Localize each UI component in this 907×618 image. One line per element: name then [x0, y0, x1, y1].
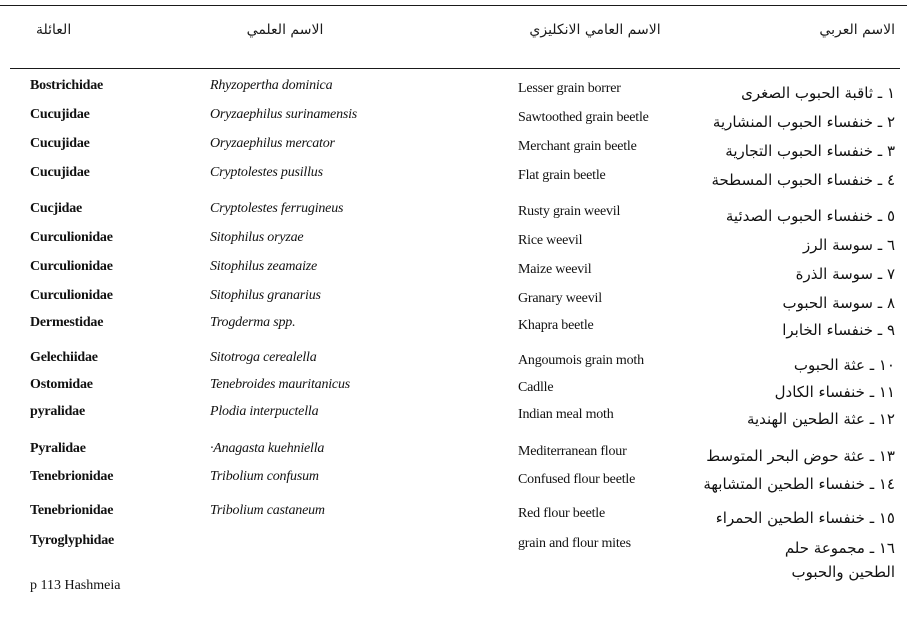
table-row	[0, 201, 907, 223]
family-cell: Gelechiidae	[30, 350, 98, 365]
scientific-name-cell: Rhyzopertha dominica	[210, 78, 333, 93]
family-cell: Tenebrionidae	[30, 503, 114, 518]
table-row	[0, 259, 907, 281]
english-name-cell: Red flour beetle	[518, 506, 605, 521]
scientific-name-cell: Plodia interpuctella	[210, 404, 319, 419]
family-cell: pyralidae	[30, 404, 85, 419]
family-cell: Dermestidae	[30, 315, 104, 330]
table-row	[0, 377, 907, 399]
arabic-name-cell: ١٣ ـ عثة حوض البحر المتوسط	[706, 447, 895, 465]
english-name-cell: Khapra beetle	[518, 318, 594, 333]
family-cell: Cucujidae	[30, 136, 90, 151]
scientific-name-cell: Tenebroides mauritanicus	[210, 377, 350, 392]
family-cell: Tenebrionidae	[30, 469, 114, 484]
arabic-name-cell: ١١ ـ خنفساء الكادل	[774, 383, 895, 401]
arabic-name-cell: ٧ ـ سوسة الذرة	[795, 265, 895, 283]
arabic-name-cell: ٨ ـ سوسة الحبوب	[782, 294, 895, 312]
english-name-cell: Flat grain beetle	[518, 168, 606, 183]
family-cell: Pyralidae	[30, 441, 86, 456]
family-cell: Cucujidae	[30, 165, 90, 180]
table-row	[0, 441, 907, 463]
english-name-cell: Indian meal moth	[518, 407, 614, 422]
scientific-name-cell: Cryptolestes ferrugineus	[210, 201, 344, 216]
table-row	[0, 136, 907, 158]
english-name-cell: Lesser grain borrer	[518, 81, 621, 96]
arabic-name-cell: ١٢ ـ عثة الطحين الهندية	[746, 410, 895, 428]
english-name-cell: Rusty grain weevil	[518, 204, 621, 219]
family-cell: Bostrichidae	[30, 78, 104, 93]
table-row	[0, 404, 907, 426]
table-row	[0, 230, 907, 252]
arabic-name-cell: ١٦ ـ مجموعة حلم الطحين والحبوب	[784, 539, 895, 581]
source-note: p 113 Hashmeia	[30, 578, 121, 593]
header-family: العائلة	[36, 22, 72, 38]
header-rule	[10, 68, 900, 69]
english-name-cell: grain and flour mites	[518, 536, 631, 551]
scientific-name-cell: Tribolium castaneum	[210, 503, 325, 518]
top-rule	[0, 5, 907, 6]
english-name-cell: Confused flour beetle	[518, 472, 636, 487]
arabic-name-cell: ٥ ـ خنفساء الحبوب الصدئية	[725, 207, 895, 225]
english-name-cell: Maize weevil	[518, 262, 592, 277]
family-cell: Curculionidae	[30, 288, 113, 303]
arabic-name-cell: ٩ ـ خنفساء الخابرا	[782, 321, 895, 339]
arabic-name-cell: ٦ ـ سوسة الرز	[803, 236, 895, 254]
arabic-name-cell: ٢ ـ خنفساء الحبوب المنشارية	[712, 113, 895, 131]
scientific-name-cell: Sitophilus oryzae	[210, 230, 304, 245]
family-cell: Cucjidae	[30, 201, 83, 216]
family-cell: Ostomidae	[30, 377, 93, 392]
arabic-name-cell: ١٥ ـ خنفساء الطحين الحمراء	[715, 509, 895, 527]
arabic-name-cell: ٣ ـ خنفساء الحبوب التجارية	[725, 142, 895, 160]
family-cell: Curculionidae	[30, 230, 113, 245]
header-common-english-name: الاسم العامي الانكليزي	[529, 22, 661, 38]
english-name-cell: Granary weevil	[518, 291, 602, 306]
family-cell: Tyroglyphidae	[30, 533, 115, 548]
table-row	[0, 350, 907, 372]
english-name-cell: Mediterranean flour	[518, 444, 627, 459]
arabic-name-cell: ١٤ ـ خنفساء الطحين المتشابهة	[703, 475, 895, 493]
english-name-cell: Angoumois grain moth	[518, 353, 644, 368]
scientific-name-cell: Trogderma spp.	[210, 315, 296, 330]
family-cell: Cucujidae	[30, 107, 90, 122]
family-cell: Curculionidae	[30, 259, 113, 274]
header-scientific-name: الاسم العلمي	[246, 22, 324, 38]
table-row	[0, 288, 907, 310]
table-row	[0, 469, 907, 491]
scientific-name-cell: Sitophilus granarius	[210, 288, 321, 303]
scientific-name-cell: Sitophilus zeamaize	[210, 259, 318, 274]
english-name-cell: Merchant grain beetle	[518, 139, 637, 154]
scientific-name-cell: Oryzaephilus surinamensis	[210, 107, 358, 122]
scientific-name-cell: Sitotroga cerealella	[210, 350, 317, 365]
table-row	[0, 107, 907, 129]
table-row	[0, 165, 907, 187]
arabic-name-cell: ١ ـ ثاقبة الحبوب الصغرى	[741, 84, 895, 102]
table-row	[0, 78, 907, 100]
arabic-name-cell: ٤ ـ خنفساء الحبوب المسطحة	[711, 171, 895, 189]
table-row	[0, 533, 907, 581]
scientific-name-cell: Oryzaephilus mercator	[210, 136, 335, 151]
english-name-cell: Rice weevil	[518, 233, 583, 248]
table-row	[0, 315, 907, 337]
english-name-cell: Sawtoothed grain beetle	[518, 110, 649, 125]
english-name-cell: Cadlle	[518, 380, 554, 395]
arabic-name-cell: ١٠ ـ عثة الحبوب	[793, 356, 895, 374]
scientific-name-cell: ·Anagasta kuehniella	[210, 441, 325, 456]
header-arabic-name: الاسم العربي	[819, 22, 895, 38]
scientific-name-cell: Cryptolestes pusillus	[210, 165, 323, 180]
scientific-name-cell: Tribolium confusum	[210, 469, 319, 484]
table-row	[0, 503, 907, 525]
